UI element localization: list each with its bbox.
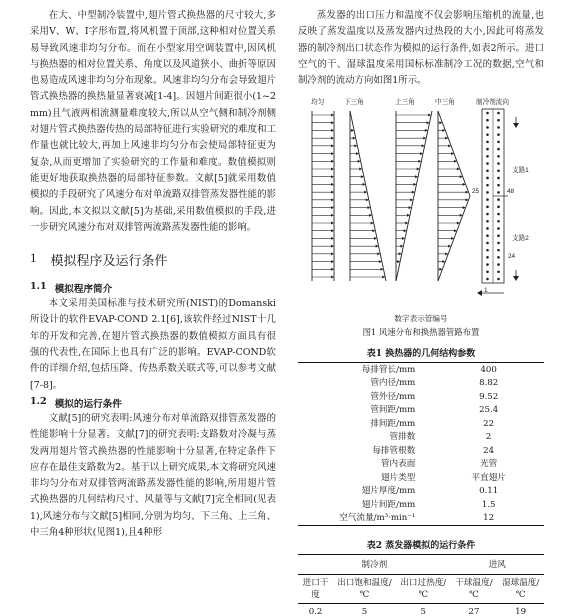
tube-dot bbox=[486, 127, 489, 130]
tube-dot bbox=[486, 192, 489, 195]
airflow-arrowhead bbox=[331, 153, 334, 156]
parameter-value: 25.4 bbox=[479, 405, 499, 416]
parameter-name: 管内径/mm bbox=[370, 378, 416, 389]
right-intro-paragraph: 蒸发器的出口压力和温度不仅会影响压缩机的流量,也反映了蒸发温度以及蒸发器内过热段的大小,因此可将蒸发器的制冷剂出口状态作为模拟的运行条件,如表2所示。进口空气的干、湿球温度采用国标标准制冷工况的数据,空气和制冷剂的流动方向如图1所示。 bbox=[298, 10, 544, 87]
subsection-1-2-heading bbox=[30, 396, 276, 410]
figure-1-drawing bbox=[298, 95, 544, 313]
section-title: 模拟程序及运行条件 bbox=[50, 253, 168, 269]
table-row bbox=[298, 485, 544, 499]
tube-dot bbox=[497, 206, 500, 209]
parameter-value: 1.5 bbox=[481, 499, 496, 510]
label-lower-triangle: 下三角 bbox=[344, 99, 364, 107]
table-row bbox=[298, 390, 544, 404]
figure-1 bbox=[298, 95, 544, 313]
table-2 bbox=[298, 554, 544, 616]
tube-number-1: 1 bbox=[484, 287, 488, 295]
tube-dot bbox=[486, 141, 489, 144]
label-upper-triangle: 上三角 bbox=[395, 99, 415, 107]
column-header: 出口饱和温度/℃ bbox=[337, 578, 392, 601]
airflow-arrowhead bbox=[331, 114, 334, 117]
tube-dot bbox=[497, 177, 500, 180]
airflow-arrowhead bbox=[331, 129, 334, 132]
uniform-profile bbox=[312, 111, 334, 281]
label-uniform: 均匀 bbox=[311, 99, 325, 107]
table-row bbox=[298, 444, 544, 458]
table-row bbox=[298, 431, 544, 445]
parameter-name: 每排管根数 bbox=[372, 445, 416, 456]
table-cell: 5 bbox=[361, 607, 368, 616]
upper-triangle-profile bbox=[396, 111, 432, 281]
airflow-arrowhead bbox=[331, 145, 334, 148]
table-row bbox=[298, 363, 544, 377]
airflow-arrowhead bbox=[331, 222, 334, 225]
tube-dot bbox=[486, 213, 489, 216]
parameter-value: 12 bbox=[483, 513, 495, 524]
tube-dot bbox=[497, 228, 500, 231]
parameter-value: 2 bbox=[485, 432, 492, 443]
subsection-1-2-text: 文献[5]的研究表明:风速分布对单流路双排管蒸发器的性能影响十分显著。文献[7]的研究表明:支路数对冷凝与蒸发两用翅片管式换热器的性能影响十分显著,在特定条件下应存在最佳支路数为2。基于以上研究成果,本文将研究风速非均匀分布对双排管两流路蒸发器性能的影响,所用翅片管式换热器的几何结构尺寸、风量等与文献[7]完全相同(见表1),风速分布与文献[5]相同,分别为均匀、下三角、上三角、中三角4种形状(见图1),且4种形 bbox=[30, 412, 276, 539]
subsection-1-1-text: 本文采用美国标准与技术研究所(NIST)的Domanski所设计的软件EVAP-COND 2.1[6],该软件经过NIST十几年的开发和完善,在翅片管式换热器的数值模拟方面具有很强的代表性,在国际上也具有广泛的影响。EVAP-COND软件的详细介绍,包括压降、传热系数关联式等,可以参考文献[7-8]。 bbox=[30, 298, 276, 391]
section-1-heading bbox=[30, 250, 276, 269]
tube-dot bbox=[497, 220, 500, 223]
tube-dot bbox=[486, 163, 489, 166]
table-cell: 5 bbox=[420, 607, 426, 616]
tube-dot bbox=[497, 199, 500, 202]
table-cell: 27 bbox=[468, 607, 480, 616]
tube-dot bbox=[486, 235, 489, 238]
tube-dot bbox=[497, 127, 500, 130]
parameter-name: 管间距/mm bbox=[370, 405, 416, 416]
parameter-value: 24 bbox=[483, 445, 495, 456]
airflow-arrowhead bbox=[331, 199, 334, 202]
table-row bbox=[298, 417, 544, 431]
parameter-value: 平直翅片 bbox=[471, 472, 506, 483]
middle-triangle-profile bbox=[438, 111, 470, 281]
right-column bbox=[298, 8, 544, 616]
tube-dot bbox=[497, 141, 500, 144]
tube-dot bbox=[497, 192, 500, 195]
figure-1-caption: 图1 风速分布和换热器管路布置 bbox=[362, 327, 480, 338]
tube-number-48: 48 bbox=[507, 188, 515, 196]
column-header: 湿球温度/℃ bbox=[502, 578, 540, 601]
tube-dot bbox=[497, 155, 500, 158]
table-row bbox=[298, 404, 544, 418]
airflow-arrowhead bbox=[331, 191, 334, 194]
airflow-arrowhead bbox=[331, 137, 334, 140]
table-cell: 19 bbox=[515, 607, 527, 616]
parameter-name: 排间距/mm bbox=[370, 418, 416, 429]
subsection-number: 1.2 bbox=[30, 395, 47, 407]
tube-dot bbox=[486, 228, 489, 231]
tube-dot bbox=[497, 134, 500, 137]
subsection-title: 模拟程序简介 bbox=[54, 284, 113, 296]
tube-dot bbox=[497, 257, 500, 260]
parameter-value: 400 bbox=[480, 364, 497, 375]
table-1-caption: 表1 换热器的几何结构参数 bbox=[366, 349, 476, 360]
tube-dot bbox=[497, 271, 500, 274]
parameter-name: 每排管长/mm bbox=[361, 364, 416, 375]
tube-dot bbox=[497, 119, 500, 122]
lower-triangle-profile bbox=[350, 111, 386, 281]
group-header-refrigerant: 制冷剂 bbox=[361, 560, 388, 571]
table-row bbox=[298, 471, 544, 485]
left-column bbox=[30, 8, 276, 541]
tube-dot bbox=[497, 235, 500, 238]
tube-dot bbox=[497, 184, 500, 187]
parameter-value: 8.82 bbox=[479, 378, 499, 389]
tube-dot bbox=[486, 249, 489, 252]
airflow-arrowhead bbox=[331, 230, 334, 233]
table-2-caption: 表2 蒸发器模拟的运行条件 bbox=[366, 541, 476, 552]
tube-dot bbox=[486, 271, 489, 274]
parameter-value: 光管 bbox=[480, 459, 498, 470]
table-row bbox=[298, 512, 544, 526]
tube-dot bbox=[486, 134, 489, 137]
column-header: 出口过热度/℃ bbox=[400, 578, 447, 601]
column-header: 干球温度/℃ bbox=[455, 578, 493, 601]
tube-dot bbox=[486, 119, 489, 122]
tube-dot bbox=[497, 112, 500, 115]
column-header: 进口干度 bbox=[302, 578, 329, 601]
airflow-arrowhead bbox=[331, 176, 334, 179]
tube-dot bbox=[497, 278, 500, 281]
tube-dot bbox=[486, 242, 489, 245]
airflow-arrowhead bbox=[331, 253, 334, 256]
tube-dot bbox=[486, 257, 489, 260]
table-row bbox=[298, 498, 544, 512]
parameter-value: 0.11 bbox=[479, 486, 499, 497]
tube-dot bbox=[486, 278, 489, 281]
label-refrigerant-flow: 制冷剂流向 bbox=[476, 99, 509, 107]
label-middle-triangle: 中三角 bbox=[435, 99, 455, 107]
tube-dot bbox=[497, 242, 500, 245]
airflow-arrowhead bbox=[331, 214, 334, 217]
parameter-name: 管外径/mm bbox=[370, 391, 416, 402]
airflow-arrowhead bbox=[331, 168, 334, 171]
subsection-number: 1.1 bbox=[30, 281, 47, 293]
airflow-arrowhead bbox=[331, 237, 334, 240]
branch-label-2: 支路2 bbox=[512, 235, 529, 243]
tube-dot bbox=[497, 249, 500, 252]
parameter-name: 翅片类型 bbox=[380, 472, 416, 483]
table-1 bbox=[298, 362, 544, 526]
tube-dot bbox=[486, 112, 489, 115]
intro-paragraph: 在大、中型制冷装置中,翅片管式换热器的尺寸较大,多采用V、W、I字形布置,将风机置于顶部,这种相对位置关系易导致风速非均匀分布。而在小型家用空调装置中,因风机与换热器的相对位置关系、角度以及风道狭小、曲折等原因也易造成风速非均匀分布现象。风速非均匀分布会导致翅片管式换热器的换热量显著衰减[1-4]。因翅片间距很小(1~2 mm)且气液两相流测量难度较大,所以从空气侧和制冷剂侧对翅片管式换热器传热的局部特征进行实验研究的难度和工作量也就比较大,再加上风速非均匀分布会使局部特征更为复杂,从而更增加了实验研究的工作量和难度。数值模拟则能更好地获取换热器的局部特征参数。文献[5]就采用数值模拟的手段研究了风速分布对单流路双排管蒸发器性能的影响。因此,本文拟以文献[5]为基础,采用数值模拟的手段,进一步研究风速分布对双排管两流路蒸发器性能的影响。 bbox=[30, 10, 276, 233]
airflow-arrowhead bbox=[331, 183, 334, 186]
table-row bbox=[298, 377, 544, 391]
parameter-name: 翅片厚度/mm bbox=[361, 486, 416, 497]
tube-dot bbox=[486, 170, 489, 173]
tube-dot bbox=[486, 199, 489, 202]
airflow-arrowhead bbox=[331, 276, 334, 279]
parameter-name: 空气流量/m³·min⁻¹ bbox=[339, 513, 416, 524]
tube-dot bbox=[486, 177, 489, 180]
subsection-title: 模拟的运行条件 bbox=[54, 398, 122, 410]
airflow-arrowhead bbox=[331, 122, 334, 125]
parameter-value: 9.52 bbox=[479, 391, 499, 402]
tube-dot bbox=[497, 264, 500, 267]
airflow-arrowhead bbox=[331, 268, 334, 271]
airflow-arrowhead bbox=[331, 160, 334, 163]
tube-dot bbox=[486, 220, 489, 223]
figure-axis-note: 数字表示管编号 bbox=[394, 314, 448, 324]
tube-dot bbox=[486, 148, 489, 151]
parameter-name: 管排数 bbox=[389, 432, 416, 443]
tube-dot bbox=[497, 170, 500, 173]
tube-layout bbox=[477, 109, 519, 296]
tube-dot bbox=[497, 148, 500, 151]
table-row bbox=[298, 458, 544, 472]
branch-label-1: 支路1 bbox=[512, 167, 529, 175]
airflow-arrowhead bbox=[331, 245, 334, 248]
parameter-name: 管内表面 bbox=[380, 459, 416, 470]
tube-number-25: 25 bbox=[472, 188, 480, 196]
tube-dot bbox=[497, 163, 500, 166]
tube-dot bbox=[486, 184, 489, 187]
airflow-arrowhead bbox=[331, 207, 334, 210]
section-number: 1 bbox=[30, 250, 37, 266]
subsection-1-1-heading bbox=[30, 281, 276, 295]
group-header-inlet-air: 进风 bbox=[488, 560, 506, 571]
table-cell: 0.2 bbox=[308, 607, 323, 616]
tube-dot bbox=[486, 206, 489, 209]
tube-dot bbox=[486, 264, 489, 267]
airflow-arrowhead bbox=[331, 261, 334, 264]
tube-number-24: 24 bbox=[508, 253, 516, 261]
parameter-value: 22 bbox=[483, 418, 495, 429]
tube-dot bbox=[486, 155, 489, 158]
tube-dot bbox=[497, 213, 500, 216]
parameter-name: 翅片间距/mm bbox=[361, 499, 416, 510]
